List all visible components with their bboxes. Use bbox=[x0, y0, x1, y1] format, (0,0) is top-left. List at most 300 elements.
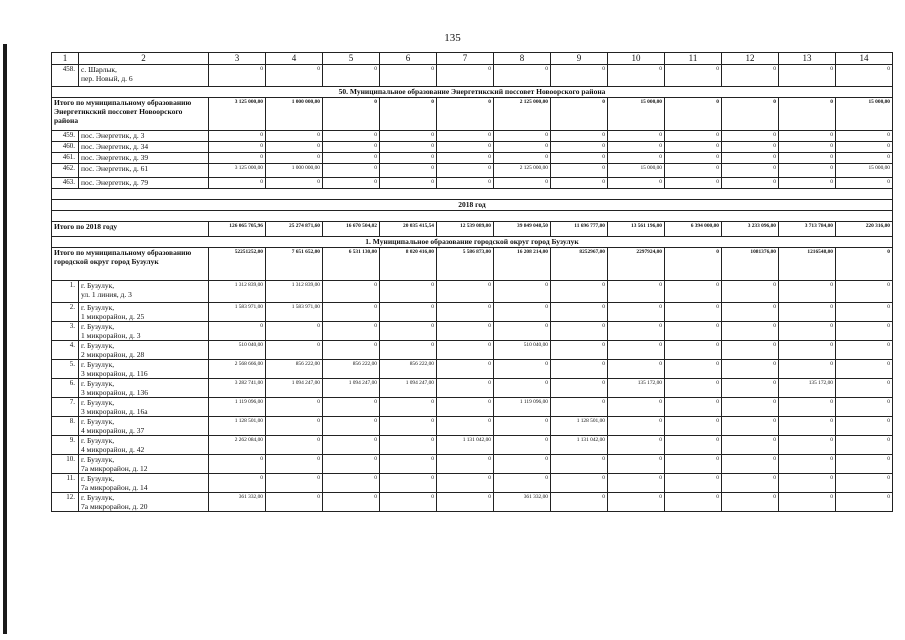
section-heading bbox=[52, 87, 893, 98]
amount-cell: 0 bbox=[551, 322, 608, 341]
amount-cell: 0 bbox=[665, 281, 722, 303]
amount-cell: 0 bbox=[437, 303, 494, 322]
amount-cell: 0 bbox=[722, 322, 779, 341]
address-cell: с. Шарлык, пер. Новый, д. 6 bbox=[79, 65, 209, 87]
table-row bbox=[52, 341, 893, 360]
amount-cell: 0 bbox=[266, 142, 323, 153]
total-amount-cell: 5 586 873,00 bbox=[437, 248, 494, 281]
amount-cell: 0 bbox=[665, 436, 722, 455]
column-header-3: 3 bbox=[209, 53, 266, 65]
amount-cell: 2 262 084,00 bbox=[209, 436, 266, 455]
amount-cell: 0 bbox=[779, 65, 836, 87]
amount-cell: 0 bbox=[779, 474, 836, 493]
amount-cell: 0 bbox=[722, 493, 779, 512]
total-amount-cell: 3 713 784,00 bbox=[779, 222, 836, 237]
column-header-13: 13 bbox=[779, 53, 836, 65]
amount-cell: 1 583 971,00 bbox=[209, 303, 266, 322]
table-row bbox=[52, 164, 893, 178]
address-cell: г. Бузулук, 1 микрорайон, д. 3 bbox=[79, 322, 209, 341]
total-amount-cell: 1 000 000,00 bbox=[266, 98, 323, 131]
amount-cell: 0 bbox=[722, 341, 779, 360]
amount-cell: 0 bbox=[380, 493, 437, 512]
amount-cell: 0 bbox=[665, 360, 722, 379]
row-number-cell: 4. bbox=[52, 341, 79, 360]
row-number-cell: 1. bbox=[52, 281, 79, 303]
amount-cell: 0 bbox=[437, 322, 494, 341]
amount-cell: 0 bbox=[266, 455, 323, 474]
amount-cell: 0 bbox=[437, 417, 494, 436]
amount-cell: 0 bbox=[836, 379, 893, 398]
table-row bbox=[52, 322, 893, 341]
amount-cell: 0 bbox=[722, 474, 779, 493]
amount-cell: 0 bbox=[209, 322, 266, 341]
amount-cell: 0 bbox=[836, 436, 893, 455]
amount-cell: 0 bbox=[608, 303, 665, 322]
amount-cell: 0 bbox=[722, 142, 779, 153]
amount-cell: 0 bbox=[323, 398, 380, 417]
amount-cell: 0 bbox=[323, 65, 380, 87]
amount-cell: 0 bbox=[551, 360, 608, 379]
address-cell: г. Бузулук, ул. 1 линия, д. 3 bbox=[79, 281, 209, 303]
amount-cell: 0 bbox=[323, 474, 380, 493]
amount-cell: 0 bbox=[437, 360, 494, 379]
address-cell: г. Бузулук, 7а микрорайон, д. 12 bbox=[79, 455, 209, 474]
amount-cell: 0 bbox=[494, 455, 551, 474]
row-number-cell: 10. bbox=[52, 455, 79, 474]
table-row bbox=[52, 436, 893, 455]
amount-cell: 0 bbox=[494, 474, 551, 493]
page-number: 135 bbox=[444, 32, 461, 44]
amount-cell: 135 172,00 bbox=[779, 379, 836, 398]
amount-cell: 1 000 000,00 bbox=[266, 164, 323, 178]
amount-cell: 0 bbox=[494, 178, 551, 189]
amount-cell: 0 bbox=[779, 417, 836, 436]
table-row bbox=[52, 493, 893, 512]
amount-cell: 135 172,00 bbox=[608, 379, 665, 398]
amount-cell: 0 bbox=[209, 142, 266, 153]
amount-cell: 0 bbox=[551, 142, 608, 153]
amount-cell: 0 bbox=[665, 379, 722, 398]
amount-cell: 0 bbox=[209, 131, 266, 142]
total-amount-cell: 126 065 705,96 bbox=[209, 222, 266, 237]
section-heading-cell: 50. Муниципальное образование Энергетикский поссовет Новоорского района bbox=[52, 87, 893, 98]
amount-cell: 0 bbox=[323, 322, 380, 341]
amount-cell: 0 bbox=[437, 455, 494, 474]
amount-cell: 1 131 042,00 bbox=[437, 436, 494, 455]
address-cell: г. Бузулук, 3 микрорайон, д. 116 bbox=[79, 360, 209, 379]
amount-cell: 0 bbox=[551, 153, 608, 164]
amount-cell: 0 bbox=[323, 281, 380, 303]
amount-cell: 0 bbox=[437, 142, 494, 153]
amount-cell: 0 bbox=[551, 474, 608, 493]
total-amount-cell: 25 274 871,60 bbox=[266, 222, 323, 237]
total-amount-cell: 3 125 000,00 bbox=[209, 98, 266, 131]
table-row bbox=[52, 360, 893, 379]
address-cell: пос. Энергетик, д. 3 bbox=[79, 131, 209, 142]
column-header-10: 10 bbox=[608, 53, 665, 65]
row-number-cell: 12. bbox=[52, 493, 79, 512]
column-header-12: 12 bbox=[722, 53, 779, 65]
amount-cell: 0 bbox=[380, 131, 437, 142]
total-amount-cell: 3 233 096,00 bbox=[722, 222, 779, 237]
amount-cell: 361 332,00 bbox=[494, 493, 551, 512]
amount-cell: 0 bbox=[722, 131, 779, 142]
total-row bbox=[52, 222, 893, 237]
amount-cell: 0 bbox=[551, 455, 608, 474]
amount-cell: 510 040,00 bbox=[494, 341, 551, 360]
address-cell: пос. Энергетик, д. 34 bbox=[79, 142, 209, 153]
amount-cell: 0 bbox=[209, 65, 266, 87]
amount-cell: 0 bbox=[209, 178, 266, 189]
amount-cell: 0 bbox=[665, 417, 722, 436]
row-number-cell: 11. bbox=[52, 474, 79, 493]
amount-cell: 0 bbox=[380, 142, 437, 153]
total-amount-cell: 2297924,00 bbox=[608, 248, 665, 281]
amount-cell: 1 131 042,00 bbox=[551, 436, 608, 455]
amount-cell: 0 bbox=[836, 281, 893, 303]
amount-cell: 1 119 096,00 bbox=[494, 398, 551, 417]
amount-cell: 0 bbox=[323, 417, 380, 436]
amount-cell: 0 bbox=[665, 493, 722, 512]
row-number-cell: 463. bbox=[52, 178, 79, 189]
address-cell: г. Бузулук, 3 микрорайон, д. 16а bbox=[79, 398, 209, 417]
amount-cell: 0 bbox=[323, 303, 380, 322]
row-number-cell: 5. bbox=[52, 360, 79, 379]
amount-cell: 0 bbox=[437, 131, 494, 142]
amount-cell: 0 bbox=[380, 303, 437, 322]
table-row bbox=[52, 142, 893, 153]
amount-cell: 0 bbox=[323, 131, 380, 142]
register-table bbox=[51, 52, 893, 512]
address-cell: г. Бузулук, 2 микрорайон, д. 28 bbox=[79, 341, 209, 360]
amount-cell: 0 bbox=[266, 178, 323, 189]
amount-cell: 1 119 096,00 bbox=[209, 398, 266, 417]
amount-cell: 0 bbox=[380, 178, 437, 189]
amount-cell: 0 bbox=[380, 164, 437, 178]
total-label-cell: Итого по 2018 году bbox=[52, 222, 209, 237]
amount-cell: 0 bbox=[722, 153, 779, 164]
table-row bbox=[52, 178, 893, 189]
column-header-9: 9 bbox=[551, 53, 608, 65]
amount-cell: 0 bbox=[266, 65, 323, 87]
address-cell: г. Бузулук, 4 микрорайон, д. 42 bbox=[79, 436, 209, 455]
amount-cell: 0 bbox=[380, 398, 437, 417]
total-row bbox=[52, 248, 893, 281]
column-header-8: 8 bbox=[494, 53, 551, 65]
table-row bbox=[52, 65, 893, 87]
amount-cell: 0 bbox=[437, 164, 494, 178]
amount-cell: 510 040,00 bbox=[209, 341, 266, 360]
amount-cell: 0 bbox=[836, 65, 893, 87]
amount-cell: 0 bbox=[209, 153, 266, 164]
amount-cell: 0 bbox=[266, 131, 323, 142]
amount-cell: 0 bbox=[266, 322, 323, 341]
address-cell: г. Бузулук, 3 микрорайон, д. 136 bbox=[79, 379, 209, 398]
scan-edge-bar bbox=[3, 44, 7, 634]
amount-cell: 0 bbox=[779, 142, 836, 153]
amount-cell: 0 bbox=[437, 341, 494, 360]
amount-cell: 3 282 741,00 bbox=[209, 379, 266, 398]
row-number-cell: 460. bbox=[52, 142, 79, 153]
amount-cell: 0 bbox=[437, 379, 494, 398]
column-header-1: 1 bbox=[52, 53, 79, 65]
row-number-cell: 8. bbox=[52, 417, 79, 436]
amount-cell: 0 bbox=[608, 360, 665, 379]
column-header-4: 4 bbox=[266, 53, 323, 65]
spacer-cell bbox=[52, 189, 893, 200]
amount-cell: 0 bbox=[266, 398, 323, 417]
amount-cell: 0 bbox=[380, 417, 437, 436]
year-heading bbox=[52, 200, 893, 211]
amount-cell: 0 bbox=[779, 398, 836, 417]
amount-cell: 0 bbox=[836, 398, 893, 417]
amount-cell: 0 bbox=[380, 153, 437, 164]
amount-cell: 0 bbox=[779, 178, 836, 189]
amount-cell: 0 bbox=[323, 178, 380, 189]
table-row bbox=[52, 474, 893, 493]
amount-cell: 0 bbox=[323, 142, 380, 153]
amount-cell: 0 bbox=[323, 455, 380, 474]
amount-cell: 15 000,00 bbox=[608, 164, 665, 178]
amount-cell: 0 bbox=[437, 474, 494, 493]
table-row bbox=[52, 303, 893, 322]
amount-cell: 0 bbox=[437, 398, 494, 417]
amount-cell: 3 125 000,00 bbox=[209, 164, 266, 178]
amount-cell: 0 bbox=[323, 164, 380, 178]
total-amount-cell: 0 bbox=[437, 98, 494, 131]
amount-cell: 0 bbox=[494, 131, 551, 142]
column-header-14: 14 bbox=[836, 53, 893, 65]
total-row bbox=[52, 98, 893, 131]
amount-cell: 0 bbox=[836, 455, 893, 474]
amount-cell: 0 bbox=[266, 474, 323, 493]
amount-cell: 0 bbox=[437, 493, 494, 512]
amount-cell: 0 bbox=[551, 281, 608, 303]
amount-cell: 0 bbox=[380, 281, 437, 303]
amount-cell: 0 bbox=[608, 131, 665, 142]
amount-cell: 0 bbox=[779, 131, 836, 142]
header-row bbox=[52, 53, 893, 65]
amount-cell: 0 bbox=[779, 281, 836, 303]
amount-cell: 856 222,00 bbox=[323, 360, 380, 379]
amount-cell: 0 bbox=[437, 178, 494, 189]
address-cell: г. Бузулук, 7а микрорайон, д. 20 bbox=[79, 493, 209, 512]
row-number-cell: 458. bbox=[52, 65, 79, 87]
amount-cell: 0 bbox=[722, 164, 779, 178]
row-number-cell: 462. bbox=[52, 164, 79, 178]
row-number-cell: 461. bbox=[52, 153, 79, 164]
spacer-row bbox=[52, 189, 893, 200]
amount-cell: 0 bbox=[722, 281, 779, 303]
amount-cell: 0 bbox=[836, 474, 893, 493]
amount-cell: 0 bbox=[836, 341, 893, 360]
amount-cell: 1 312 839,00 bbox=[209, 281, 266, 303]
amount-cell: 15 000,00 bbox=[836, 164, 893, 178]
total-amount-cell: 2 125 000,00 bbox=[494, 98, 551, 131]
amount-cell: 0 bbox=[779, 436, 836, 455]
total-amount-cell: 39 849 048,50 bbox=[494, 222, 551, 237]
amount-cell: 0 bbox=[551, 398, 608, 417]
table-row bbox=[52, 281, 893, 303]
amount-cell: 0 bbox=[836, 131, 893, 142]
amount-cell: 0 bbox=[608, 178, 665, 189]
amount-cell: 0 bbox=[665, 142, 722, 153]
amount-cell: 0 bbox=[437, 281, 494, 303]
total-amount-cell: 20 035 415,54 bbox=[380, 222, 437, 237]
amount-cell: 0 bbox=[779, 493, 836, 512]
amount-cell: 0 bbox=[209, 474, 266, 493]
total-amount-cell: 16 208 214,00 bbox=[494, 248, 551, 281]
amount-cell: 0 bbox=[608, 398, 665, 417]
amount-cell: 0 bbox=[266, 417, 323, 436]
total-amount-cell: 0 bbox=[836, 248, 893, 281]
amount-cell: 0 bbox=[494, 417, 551, 436]
table-row bbox=[52, 417, 893, 436]
total-amount-cell: 15 000,00 bbox=[836, 98, 893, 131]
amount-cell: 0 bbox=[722, 303, 779, 322]
row-number-cell: 459. bbox=[52, 131, 79, 142]
amount-cell: 0 bbox=[836, 142, 893, 153]
address-cell: пос. Энергетик, д. 79 bbox=[79, 178, 209, 189]
amount-cell: 0 bbox=[722, 360, 779, 379]
amount-cell: 0 bbox=[836, 360, 893, 379]
amount-cell: 0 bbox=[665, 153, 722, 164]
amount-cell: 0 bbox=[836, 322, 893, 341]
total-amount-cell: 6 394 000,00 bbox=[665, 222, 722, 237]
amount-cell: 0 bbox=[665, 322, 722, 341]
total-amount-cell: 12 539 089,00 bbox=[437, 222, 494, 237]
amount-cell: 0 bbox=[722, 436, 779, 455]
amount-cell: 0 bbox=[380, 341, 437, 360]
amount-cell: 0 bbox=[380, 436, 437, 455]
address-cell: пос. Энергетик, д. 61 bbox=[79, 164, 209, 178]
amount-cell: 0 bbox=[665, 398, 722, 417]
amount-cell: 0 bbox=[380, 455, 437, 474]
amount-cell: 0 bbox=[323, 153, 380, 164]
spacer-row bbox=[52, 211, 893, 222]
section-heading bbox=[52, 237, 893, 248]
amount-cell: 0 bbox=[266, 153, 323, 164]
amount-cell: 0 bbox=[608, 65, 665, 87]
amount-cell: 0 bbox=[551, 164, 608, 178]
amount-cell: 0 bbox=[608, 322, 665, 341]
total-amount-cell: 0 bbox=[722, 98, 779, 131]
amount-cell: 0 bbox=[665, 178, 722, 189]
amount-cell: 0 bbox=[665, 303, 722, 322]
amount-cell: 0 bbox=[494, 281, 551, 303]
column-header-7: 7 bbox=[437, 53, 494, 65]
amount-cell: 0 bbox=[665, 455, 722, 474]
total-amount-cell: 15 000,00 bbox=[608, 98, 665, 131]
amount-cell: 0 bbox=[494, 65, 551, 87]
amount-cell: 1 128 501,00 bbox=[209, 417, 266, 436]
amount-cell: 0 bbox=[494, 322, 551, 341]
amount-cell: 0 bbox=[608, 436, 665, 455]
amount-cell: 0 bbox=[494, 360, 551, 379]
row-number-cell: 9. bbox=[52, 436, 79, 455]
amount-cell: 0 bbox=[722, 65, 779, 87]
amount-cell: 0 bbox=[836, 493, 893, 512]
amount-cell: 0 bbox=[380, 322, 437, 341]
amount-cell: 0 bbox=[665, 164, 722, 178]
amount-cell: 0 bbox=[608, 417, 665, 436]
address-cell: пос. Энергетик, д. 39 bbox=[79, 153, 209, 164]
amount-cell: 0 bbox=[209, 455, 266, 474]
amount-cell: 0 bbox=[779, 153, 836, 164]
amount-cell: 0 bbox=[722, 417, 779, 436]
column-header-11: 11 bbox=[665, 53, 722, 65]
amount-cell: 0 bbox=[779, 164, 836, 178]
amount-cell: 0 bbox=[380, 65, 437, 87]
amount-cell: 0 bbox=[836, 417, 893, 436]
amount-cell: 0 bbox=[608, 153, 665, 164]
amount-cell: 0 bbox=[437, 65, 494, 87]
amount-cell: 0 bbox=[779, 360, 836, 379]
amount-cell: 0 bbox=[323, 493, 380, 512]
amount-cell: 0 bbox=[494, 303, 551, 322]
amount-cell: 2 568 666,00 bbox=[209, 360, 266, 379]
amount-cell: 0 bbox=[437, 153, 494, 164]
amount-cell: 0 bbox=[779, 455, 836, 474]
total-amount-cell: 0 bbox=[779, 98, 836, 131]
section-heading-cell: 1. Муниципальное образование городской округ город Бузулук bbox=[52, 237, 893, 248]
table-row bbox=[52, 455, 893, 474]
amount-cell: 0 bbox=[551, 341, 608, 360]
spacer-cell bbox=[52, 211, 893, 222]
total-amount-cell: 0 bbox=[665, 248, 722, 281]
total-amount-cell: 1216548,00 bbox=[779, 248, 836, 281]
amount-cell: 0 bbox=[665, 131, 722, 142]
amount-cell: 0 bbox=[608, 142, 665, 153]
total-label-cell: Итого по муниципальному образованию Энергетикский поссовет Новоорского района bbox=[52, 98, 209, 131]
amount-cell: 0 bbox=[551, 178, 608, 189]
amount-cell: 1 094 247,00 bbox=[266, 379, 323, 398]
address-cell: г. Бузулук, 4 микрорайон, д. 37 bbox=[79, 417, 209, 436]
total-amount-cell: 0 bbox=[665, 98, 722, 131]
amount-cell: 0 bbox=[494, 436, 551, 455]
amount-cell: 0 bbox=[551, 65, 608, 87]
amount-cell: 0 bbox=[836, 303, 893, 322]
amount-cell: 0 bbox=[722, 379, 779, 398]
amount-cell: 1 094 247,00 bbox=[323, 379, 380, 398]
amount-cell: 0 bbox=[266, 341, 323, 360]
amount-cell: 0 bbox=[836, 153, 893, 164]
amount-cell: 361 332,00 bbox=[209, 493, 266, 512]
amount-cell: 0 bbox=[608, 493, 665, 512]
amount-cell: 0 bbox=[551, 131, 608, 142]
table-row bbox=[52, 379, 893, 398]
amount-cell: 1 128 501,00 bbox=[551, 417, 608, 436]
total-amount-cell: 11 696 777,00 bbox=[551, 222, 608, 237]
amount-cell: 0 bbox=[608, 474, 665, 493]
amount-cell: 0 bbox=[665, 474, 722, 493]
amount-cell: 0 bbox=[779, 322, 836, 341]
total-amount-cell: 0 bbox=[323, 98, 380, 131]
column-header-5: 5 bbox=[323, 53, 380, 65]
row-number-cell: 7. bbox=[52, 398, 79, 417]
amount-cell: 0 bbox=[494, 379, 551, 398]
row-number-cell: 3. bbox=[52, 322, 79, 341]
table-row bbox=[52, 153, 893, 164]
amount-cell: 0 bbox=[266, 493, 323, 512]
amount-cell: 0 bbox=[494, 153, 551, 164]
amount-cell: 0 bbox=[551, 379, 608, 398]
amount-cell: 0 bbox=[779, 341, 836, 360]
amount-cell: 0 bbox=[665, 65, 722, 87]
column-header-6: 6 bbox=[380, 53, 437, 65]
amount-cell: 856 222,00 bbox=[380, 360, 437, 379]
year-heading-cell: 2018 год bbox=[52, 200, 893, 211]
